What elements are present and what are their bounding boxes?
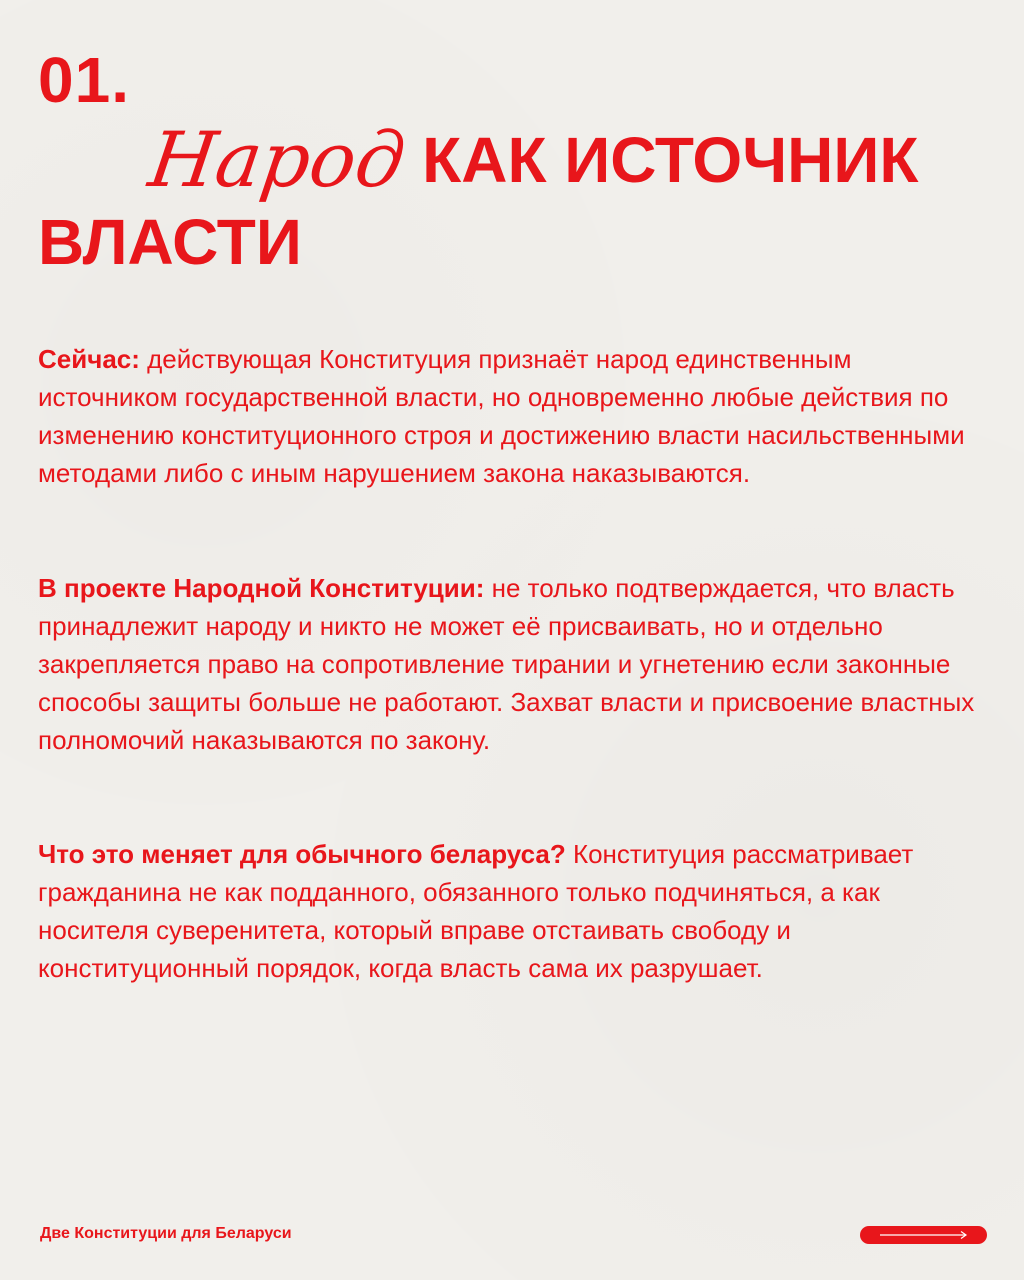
section-lead: Сейчас: (38, 344, 140, 374)
slide-number: 01. (38, 44, 130, 116)
page-title (143, 112, 919, 208)
title-caps-line1: КАК ИСТОЧНИК (422, 124, 919, 196)
section-lead: Что это меняет для обычного беларуса? (38, 839, 566, 869)
footer-label: Две Конституции для Беларуси (40, 1225, 292, 1242)
section-text: не только подтверждается, что власть принадлежит народу и никто не может её присваивать, но и отдельно закрепляется право на сопротивление тирании и угнетению если законные способы защиты больше не работают. Захват власти и присвоение властных полномочий наказываются по закону. (38, 573, 975, 755)
section-draft (38, 569, 988, 759)
title-script-word: Народ (143, 115, 411, 204)
section-impact (38, 835, 988, 987)
section-current (38, 340, 988, 492)
arrow-right-icon (880, 1230, 970, 1240)
section-text: действующая Конституция признаёт народ единственным источником государственной власти, но одновременно любые действия по изменению конституционного строя и достижению власти насильственными методами либо с иным нарушением закона наказываются. (38, 344, 965, 488)
next-button[interactable] (860, 1226, 987, 1244)
title-caps-line2: ВЛАСТИ (38, 206, 302, 278)
section-lead: В проекте Народной Конституции: (38, 573, 485, 603)
section-text: Конституция рассматривает гражданина не как подданного, обязанного только подчиняться, а как носителя суверенитета, который вправе отстаивать свободу и конституционный порядок, когда власть сама их разрушает. (38, 839, 914, 983)
